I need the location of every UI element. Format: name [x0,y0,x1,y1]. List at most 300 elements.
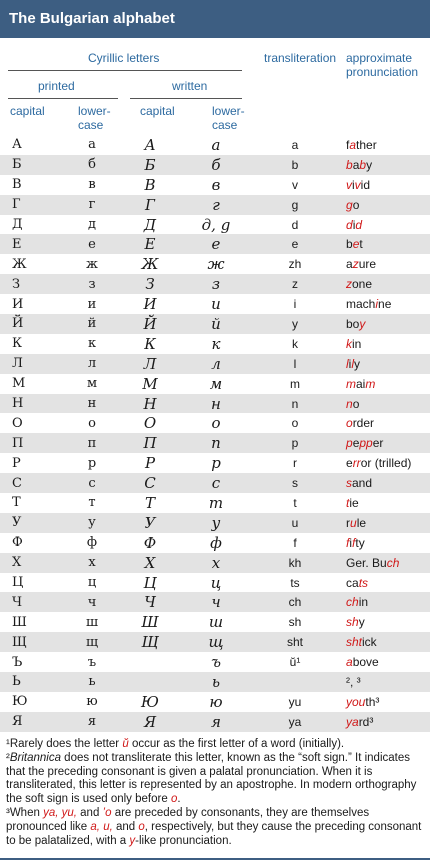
table-row [0,274,430,294]
printed-capital: К [0,334,64,354]
table-row [0,354,430,374]
printed-capital: Р [0,453,64,473]
pronunciation [338,592,430,612]
printed-lowercase: м [64,374,120,394]
pronunciation [338,553,430,573]
printed-lowercase: и [64,294,120,314]
table-row [0,334,430,354]
transliteration: t [252,493,338,513]
written-capital: А [120,135,180,155]
pronunciation [338,135,430,155]
pronunciation-text: y [358,615,365,630]
pronunciation [338,314,430,334]
footnote-text: ² [6,751,10,764]
printed-lowercase: т [64,493,120,513]
footnote-text: y [129,834,136,847]
footnote-text: a, u, [90,820,113,833]
pronunciation [338,155,430,175]
transliteration: i [252,294,338,314]
transliteration: z [252,274,338,294]
footnote-text: and [112,820,139,833]
pronunciation-text: a [346,257,353,272]
printed-capital: Н [0,394,64,414]
table-row [0,195,430,215]
highlighted-sound: i [375,297,379,312]
written-capital: Ш [120,612,180,632]
table-row [0,712,430,732]
highlighted-sound: a [346,655,353,670]
printed-capital: О [0,413,64,433]
table-row [0,632,430,652]
pronunciation-text: mach [346,297,376,312]
written-capital [120,672,180,692]
pronunciation-text: ca [346,575,359,590]
table-header [0,38,430,135]
footnote [6,738,426,752]
written-capital: Ф [120,533,180,553]
header-pronunciation: approximate pronunciation [346,51,419,79]
table-row [0,314,430,334]
pronunciation-text: o [352,197,360,212]
highlighted-sound: ch [346,595,359,610]
printed-lowercase: ш [64,612,120,632]
table-row [0,135,430,155]
printed-capital: Ц [0,573,64,593]
highlighted-sound: g [346,197,353,212]
footnote-text: ya, yu, [43,806,77,819]
table-row [0,453,430,473]
highlighted-sound: k [346,336,352,351]
footnote-text: ¹Rarely does the letter [6,738,123,750]
pronunciation [338,672,430,692]
written-capital: Д [120,215,180,235]
pronunciation-text: i [352,177,355,192]
highlighted-sound: y [359,316,366,331]
printed-lowercase: з [64,274,120,294]
written-lowercase: ь [180,672,252,692]
footnote-text: o [170,793,178,806]
printed-capital: Х [0,553,64,573]
highlighted-sound: z [352,257,359,272]
alphabet-table [0,135,430,732]
written-lowercase: п [180,433,252,453]
pronunciation-text: y [366,157,373,172]
transliteration: o [252,413,338,433]
pronunciation-text: rd³ [358,714,374,729]
header-printed: printed [38,79,75,93]
written-capital: Ц [120,573,180,593]
table-row [0,513,430,533]
transliteration: ts [252,573,338,593]
highlighted-sound: sht [346,635,363,650]
written-lowercase: ч [180,592,252,612]
written-capital: Е [120,234,180,254]
table-row [0,553,430,573]
written-lowercase: ф [180,533,252,553]
pronunciation-text: i [352,217,356,232]
pronunciation [338,712,430,732]
pronunciation-text: rder [352,416,375,431]
pronunciation-text: th³ [365,694,380,709]
printed-capital: Ф [0,533,64,553]
printed-lowercase: н [64,394,120,414]
written-capital: Ю [120,692,180,712]
pronunciation-text: ther [356,137,377,152]
printed-lowercase: б [64,155,120,175]
footnote-text: occur as the first letter of a word (initially). [128,738,345,750]
pronunciation-text: bove [352,655,379,670]
printed-lowercase: ю [64,692,120,712]
printed-lowercase: щ [64,632,120,652]
pronunciation-text: ty [355,535,365,550]
written-lowercase: м [180,374,252,394]
highlighted-sound: a [349,137,357,152]
highlighted-sound: s [346,476,352,491]
pronunciation [338,234,430,254]
pronunciation-text: one [352,277,373,292]
written-lowercase: ц [180,573,252,593]
transliteration: f [252,533,338,553]
transliteration: a [252,135,338,155]
written-lowercase: р [180,453,252,473]
transliteration: p [252,433,338,453]
highlighted-sound: m [365,376,376,391]
printed-capital: Ж [0,254,64,274]
highlighted-sound: t [346,495,350,510]
written-lowercase: к [180,334,252,354]
pronunciation-text: e [352,436,360,451]
written-lowercase: б [180,155,252,175]
printed-lowercase: ц [64,573,120,593]
pronunciation [338,652,430,672]
transliteration: l [252,354,338,374]
highlighted-sound: n [346,396,353,411]
highlighted-sound: e [352,237,360,252]
written-capital: К [120,334,180,354]
transliteration: n [252,394,338,414]
footnote-text: -like pronunciation. [135,834,232,847]
printed-lowercase: о [64,413,120,433]
transliteration: yu [252,692,338,712]
highlighted-sound: o [346,416,353,431]
pronunciation [338,573,430,593]
pronunciation [338,413,430,433]
table-row [0,234,430,254]
printed-capital: З [0,274,64,294]
footnote-text: ’o [102,806,112,819]
transliteration: k [252,334,338,354]
transliteration: sh [252,612,338,632]
pronunciation [338,453,430,473]
highlighted-sound: pp [359,436,373,451]
header-divider [130,98,242,99]
highlighted-sound: l [346,356,349,371]
written-lowercase: д, g [180,215,252,235]
table-row [0,155,430,175]
pronunciation-text: in [358,595,369,610]
pronunciation-text: le [356,515,367,530]
table-row [0,413,430,433]
pronunciation [338,195,430,215]
footnote-text: and [76,806,103,819]
table-row [0,672,430,692]
highlighted-sound: rr [352,456,361,471]
written-lowercase: й [180,314,252,334]
pronunciation-text: er [372,436,384,451]
printed-capital: Т [0,493,64,513]
footnote-text: ŭ [122,738,129,750]
written-lowercase: г [180,195,252,215]
pronunciation-text: a [352,157,360,172]
written-lowercase: в [180,175,252,195]
written-capital: М [120,374,180,394]
printed-lowercase: к [64,334,120,354]
highlighted-sound: d [355,217,363,232]
printed-lowercase: у [64,513,120,533]
printed-capital: М [0,374,64,394]
highlighted-sound: u [350,515,357,530]
printed-capital: Б [0,155,64,175]
written-lowercase: ю [180,692,252,712]
transliteration: b [252,155,338,175]
written-capital: З [120,274,180,294]
written-capital: Б [120,155,180,175]
header-divider [8,70,242,71]
printed-lowercase: ъ [64,652,120,672]
written-capital: Щ [120,632,180,652]
transliteration: r [252,453,338,473]
header-capital-written: capital [140,104,175,118]
table-row [0,612,430,632]
page-title: The Bulgarian alphabet [0,0,430,38]
printed-lowercase: х [64,553,120,573]
highlighted-sound: ts [358,575,369,590]
pronunciation-text: o [352,396,360,411]
footnote-text: o [138,820,145,833]
table-row [0,592,430,612]
printed-capital: Щ [0,632,64,652]
transliteration: ch [252,592,338,612]
table-row [0,374,430,394]
written-lowercase: у [180,513,252,533]
table-row [0,493,430,513]
footnote-text: are preceded by consonants, they are themselves pronounced like [6,806,370,833]
highlighted-sound: b [346,157,353,172]
written-capital [120,652,180,672]
pronunciation-text: e [346,456,353,471]
written-capital: У [120,513,180,533]
header-lowercase-printed: lower- case [78,104,111,132]
pronunciation [338,632,430,652]
written-capital: Ж [120,254,180,274]
pronunciation [338,433,430,453]
header-written: written [172,79,208,93]
transliteration: kh [252,553,338,573]
written-capital: Г [120,195,180,215]
highlighted-sound: ch [386,555,400,570]
written-lowercase: а [180,135,252,155]
pronunciation [338,473,430,493]
printed-lowercase: а [64,135,120,155]
printed-lowercase: г [64,195,120,215]
pronunciation [338,175,430,195]
printed-lowercase: е [64,234,120,254]
written-lowercase: щ [180,632,252,652]
written-lowercase: с [180,473,252,493]
footnote-text: does not transliterate this letter, known as the “soft sign.” It indicates that the preceding consonant is given a palatal pronunciation. When it is transliterated, this letter is represented by an apostrophe. In modern orthography the soft sign is used only before [6,751,417,806]
highlighted-sound: ya [346,714,359,729]
printed-capital: Е [0,234,64,254]
pronunciation-text: y [354,356,361,371]
pronunciation [338,334,430,354]
highlighted-sound: f [346,535,350,550]
printed-lowercase: я [64,712,120,732]
written-capital: С [120,473,180,493]
table-row [0,215,430,235]
transliteration: ya [252,712,338,732]
printed-lowercase: ь [64,672,120,692]
pronunciation-text: bo [346,316,360,331]
pronunciation [338,294,430,314]
pronunciation-text: ², ³ [346,674,361,689]
written-lowercase: н [180,394,252,414]
written-capital: Л [120,354,180,374]
transliteration: m [252,374,338,394]
pronunciation [338,215,430,235]
written-capital: В [120,175,180,195]
written-lowercase: я [180,712,252,732]
printed-lowercase: ч [64,592,120,612]
footnote-text: Britannica [9,751,61,764]
header-lowercase-written: lower- case [212,104,245,132]
header-cyrillic-letters: Cyrillic letters [88,51,160,65]
transliteration: ŭ¹ [252,652,338,672]
printed-lowercase: п [64,433,120,453]
transliteration: y [252,314,338,334]
transliteration: s [252,473,338,493]
transliteration: d [252,215,338,235]
written-lowercase: т [180,493,252,513]
written-lowercase: о [180,413,252,433]
table-row [0,573,430,593]
table-row [0,254,430,274]
printed-capital: Г [0,195,64,215]
pronunciation-text: or (trilled) [360,456,412,471]
pronunciation-text: i [349,535,353,550]
pronunciation [338,493,430,513]
written-capital: Х [120,553,180,573]
transliteration: sht [252,632,338,652]
highlighted-sound: d [346,217,353,232]
highlighted-sound: v [346,177,352,192]
transliteration [252,672,338,692]
printed-capital: Я [0,712,64,732]
written-capital: Я [120,712,180,732]
written-capital: П [120,433,180,453]
pronunciation-text: ick [362,635,377,650]
header-divider [8,98,118,99]
written-capital: Н [120,394,180,414]
table-row [0,394,430,414]
pronunciation [338,612,430,632]
pronunciation-text: ie [349,495,359,510]
header-capital-printed: capital [10,104,45,118]
highlighted-sound: m [346,376,356,391]
written-lowercase: и [180,294,252,314]
written-lowercase: е [180,234,252,254]
written-capital: Й [120,314,180,334]
printed-capital: И [0,294,64,314]
table-row [0,175,430,195]
printed-lowercase: ж [64,254,120,274]
highlighted-sound: l [351,356,355,371]
highlighted-sound: b [359,157,367,172]
printed-lowercase: ф [64,533,120,553]
printed-capital: Д [0,215,64,235]
transliteration: u [252,513,338,533]
written-capital: Т [120,493,180,513]
pronunciation-text: Ger. Bu [346,555,387,570]
footnote-text: ³When [6,806,44,819]
highlighted-sound: z [346,277,352,292]
table-row [0,652,430,672]
highlighted-sound: f [352,535,356,550]
table-row [0,692,430,712]
footnotes [6,738,426,848]
table-row [0,433,430,453]
highlighted-sound: v [354,177,361,192]
written-lowercase: х [180,553,252,573]
printed-lowercase: л [64,354,120,374]
table-row [0,533,430,553]
highlighted-sound: p [346,436,353,451]
printed-lowercase: р [64,453,120,473]
printed-capital: Ш [0,612,64,632]
written-capital: Р [120,453,180,473]
pronunciation [338,354,430,374]
printed-capital: Й [0,314,64,334]
printed-capital: Ь [0,672,64,692]
table-row [0,294,430,314]
printed-capital: Ю [0,692,64,712]
pronunciation-text: f [346,137,350,152]
highlighted-sound: you [346,694,366,709]
pronunciation [338,394,430,414]
footnote-text: , respectively, but they cause the preceding consonant to be palatalized, with a [6,820,422,847]
written-capital: И [120,294,180,314]
written-capital: О [120,413,180,433]
pronunciation [338,274,430,294]
printed-capital: Ч [0,592,64,612]
pronunciation [338,692,430,712]
footnote-text: . [177,793,181,806]
pronunciation-text: and [352,476,373,491]
written-lowercase: ъ [180,652,252,672]
pronunciation-text: i [348,356,352,371]
header-transliteration: transliteration [264,51,337,65]
pronunciation-text: r [346,515,350,530]
printed-capital: Л [0,354,64,374]
pronunciation [338,533,430,553]
written-lowercase: ш [180,612,252,632]
pronunciation-text: ne [378,297,392,312]
footnote [6,807,426,848]
transliteration: e [252,234,338,254]
pronunciation-text: ure [358,257,377,272]
transliteration: g [252,195,338,215]
footnote [6,752,426,807]
highlighted-sound: sh [346,615,359,630]
